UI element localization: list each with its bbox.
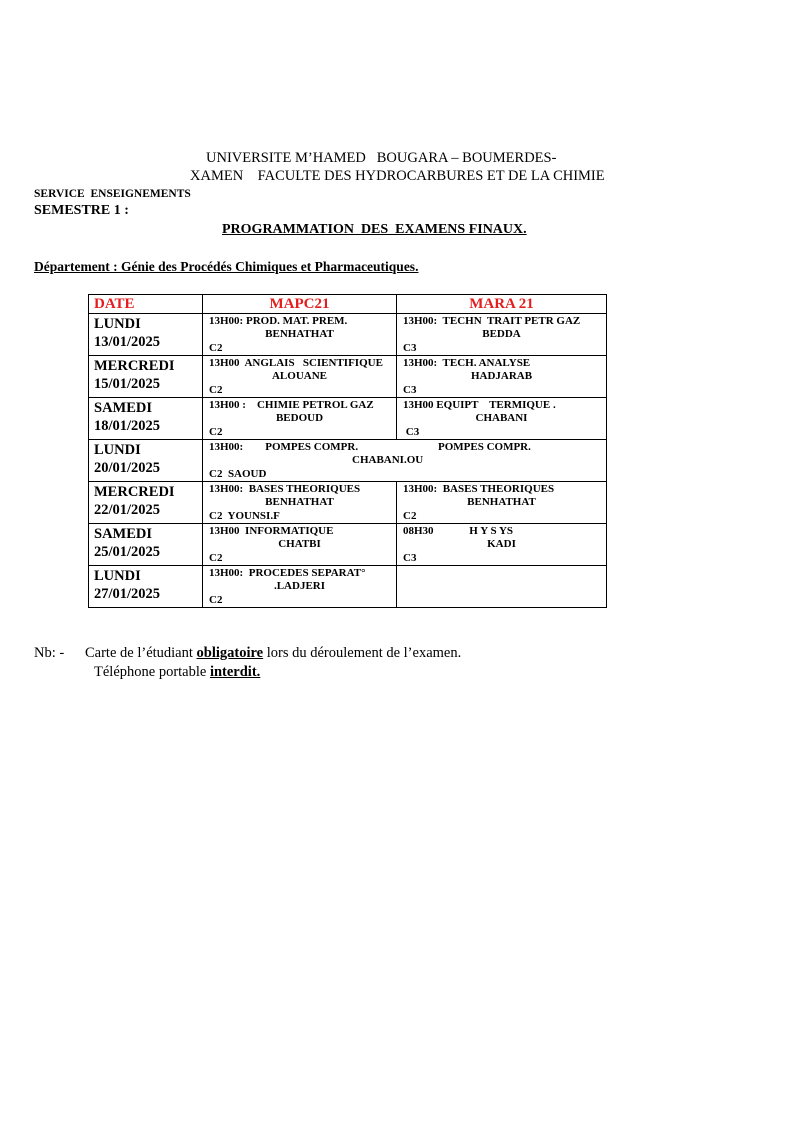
table-row	[89, 524, 607, 566]
exam-teacher: BENHATHAT	[265, 496, 334, 508]
exam-cell-mapc21	[203, 314, 397, 356]
exam-teacher: KADI	[487, 538, 516, 550]
exam-cell-merged	[203, 440, 607, 482]
date-cell	[89, 398, 203, 440]
column-header-mara21: MARA 21	[397, 295, 607, 314]
day-name: SAMEDI	[94, 400, 153, 416]
exam-room: C3	[403, 426, 420, 438]
page-title: PROGRAMMATION DES EXAMENS FINAUX.	[222, 222, 527, 237]
faculty-name: XAMEN FACULTE DES HYDROCARBURES ET DE LA CHIMIE	[190, 168, 605, 184]
exam-subject-secondary: POMPES COMPR.	[438, 441, 531, 453]
exam-subject: 13H00: TECH. ANALYSE	[403, 357, 531, 369]
exam-cell-mara21	[397, 398, 607, 440]
column-header-date: DATE	[89, 295, 203, 314]
exam-subject: 13H00: POMPES COMPR.	[209, 441, 359, 453]
exam-subject: 13H00: BASES THEORIQUES	[403, 483, 555, 495]
exam-room: C2	[209, 552, 223, 564]
exam-schedule-table	[88, 294, 607, 608]
exam-teacher: BENHATHAT	[265, 328, 334, 340]
exam-teacher: BEDOUD	[275, 412, 324, 424]
day-name: LUNDI	[94, 568, 141, 584]
date-cell	[89, 356, 203, 398]
day-name: LUNDI	[94, 316, 141, 332]
exam-room: C2	[209, 342, 223, 354]
exam-room: C2 YOUNSI.F	[209, 510, 280, 522]
exam-subject: 13H00: PROCEDES SEPARAT°	[209, 567, 366, 579]
exam-subject: 13H00: PROD. MAT. PREM.	[209, 315, 348, 327]
day-name: MERCREDI	[94, 484, 175, 500]
exam-room: C2 SAOUD	[209, 468, 267, 480]
note-1-emphasis: obligatoire	[196, 645, 264, 661]
table-row	[89, 314, 607, 356]
table-header-row	[89, 295, 607, 314]
date-value: 27/01/2025	[94, 586, 161, 602]
table-row	[89, 398, 607, 440]
note-line-2	[94, 664, 260, 681]
service-label: SERVICE ENSEIGNEMENTS	[34, 188, 191, 200]
exam-room: C2	[209, 384, 223, 396]
column-header-mapc21: MAPC21	[203, 295, 397, 314]
exam-room: C2	[403, 510, 417, 522]
exam-subject: 13H00 EQUIPT TERMIQUE .	[403, 399, 556, 411]
date-value: 15/01/2025	[94, 376, 161, 392]
date-cell	[89, 314, 203, 356]
date-cell	[89, 524, 203, 566]
exam-cell-mapc21	[203, 482, 397, 524]
exam-cell-mara21	[397, 482, 607, 524]
exam-teacher: HADJARAB	[470, 370, 533, 382]
date-value: 25/01/2025	[94, 544, 161, 560]
table-row	[89, 482, 607, 524]
table-row	[89, 566, 607, 608]
exam-cell-mara21	[397, 314, 607, 356]
exam-teacher: ALOUANE	[271, 370, 327, 382]
exam-cell-mara21	[397, 356, 607, 398]
exam-teacher: BEDDA	[482, 328, 521, 340]
exam-cell-mapc21	[203, 566, 397, 608]
exam-room: C3	[403, 552, 417, 564]
day-name: MERCREDI	[94, 358, 175, 374]
exam-subject: 13H00 INFORMATIQUE	[209, 525, 334, 537]
semester-label: SEMESTRE 1 :	[34, 203, 129, 218]
note-2-emphasis: interdit.	[209, 664, 261, 680]
exam-subject: 13H00: TECHN TRAIT PETR GAZ	[403, 315, 581, 327]
exam-teacher: .LADJERI	[273, 580, 326, 592]
exam-subject: 13H00 : CHIMIE PETROL GAZ	[209, 399, 374, 411]
day-name: LUNDI	[94, 442, 141, 458]
exam-cell-mara21	[397, 566, 607, 608]
table-row	[89, 440, 607, 482]
exam-room: C3	[403, 384, 417, 396]
exam-teacher: CHABANI	[475, 412, 528, 424]
exam-teacher: BENHATHAT	[467, 496, 536, 508]
exam-cell-mapc21	[203, 524, 397, 566]
note-line-1	[85, 645, 461, 662]
date-cell	[89, 440, 203, 482]
exam-room: C3	[403, 342, 417, 354]
date-cell	[89, 566, 203, 608]
note-1-text-end: lors du déroulement de l’examen.	[263, 645, 462, 661]
nb-label: Nb: -	[34, 645, 65, 661]
exam-subject: 13H00: BASES THEORIQUES	[209, 483, 361, 495]
day-name: SAMEDI	[94, 526, 153, 542]
date-value: 22/01/2025	[94, 502, 161, 518]
note-2-text: Téléphone portable	[94, 664, 210, 680]
exam-teacher: CHATBI	[278, 538, 321, 550]
exam-cell-mara21	[397, 524, 607, 566]
department-label: Département : Génie des Procédés Chimiques et Pharmaceutiques.	[34, 259, 419, 274]
exam-subject: 08H30 H Y S YS	[403, 525, 514, 537]
exam-cell-mapc21	[203, 356, 397, 398]
exam-teacher: CHABANI.OU	[352, 454, 424, 466]
university-name: UNIVERSITE M’HAMED BOUGARA – BOUMERDES-	[206, 150, 557, 166]
exam-room: C2	[209, 594, 223, 606]
date-cell	[89, 482, 203, 524]
date-value: 13/01/2025	[94, 334, 161, 350]
date-value: 20/01/2025	[94, 460, 161, 476]
date-value: 18/01/2025	[94, 418, 161, 434]
table-row	[89, 356, 607, 398]
note-1-text: Carte de l’étudiant	[85, 645, 197, 661]
exam-room: C2	[209, 426, 223, 438]
exam-cell-mapc21	[203, 398, 397, 440]
exam-subject: 13H00 ANGLAIS SCIENTIFIQUE	[209, 357, 383, 369]
